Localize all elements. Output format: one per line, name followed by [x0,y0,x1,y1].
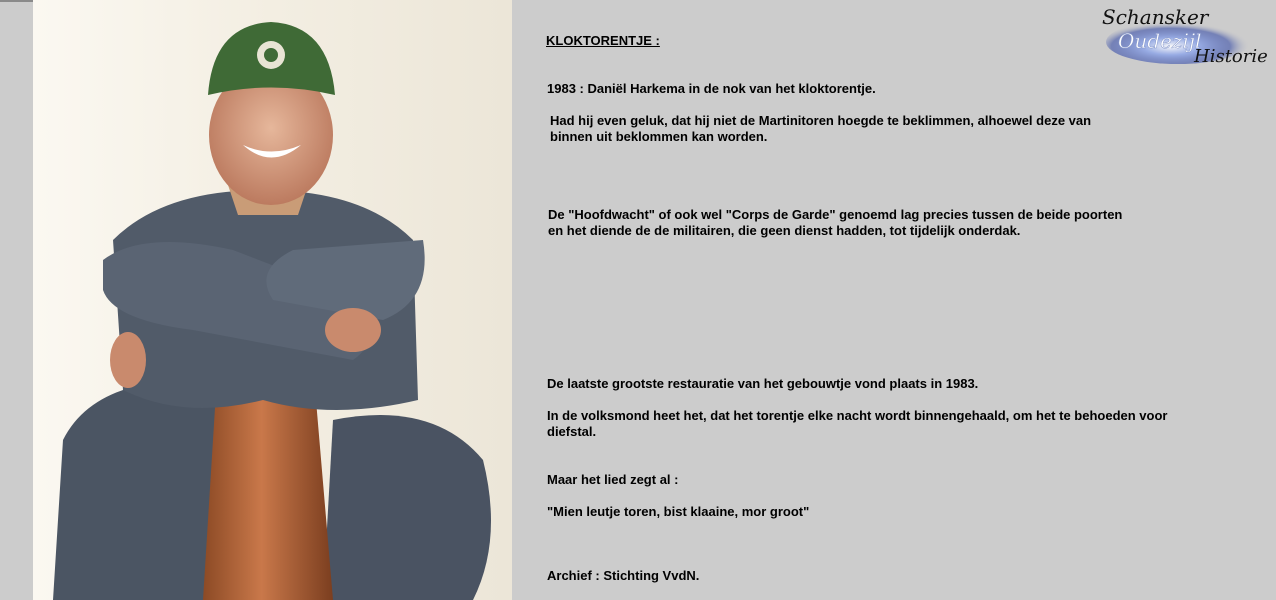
photo-illustration [33,0,512,600]
caption-1983: 1983 : Daniël Harkema in de nok van het kloktorentje. [547,81,876,96]
logo-graphic [1100,4,1272,68]
logo-line1: Schansker [1102,5,1209,29]
schansker-oudezijl-historie-logo[interactable] [1100,4,1272,68]
paragraph-volksmond-line1: In de volksmond heet het, dat het torentje elke nacht wordt binnengehaald, om het te behoeden voor [547,408,1168,423]
corner-divider [0,0,33,2]
paragraph-hoofdwacht-line2: en het diende de de militairen, die geen dienst hadden, tot tijdelijk onderdak. [548,223,1021,238]
logo-line2: Oudezijl [1118,29,1202,53]
photo-worker-on-tower [33,0,512,600]
paragraph-martinitoren-line1: Had hij even geluk, dat hij niet de Martinitoren hoegde te beklimmen, alhoewel deze van [550,113,1092,128]
paragraph-hoofdwacht-line1: De "Hoofdwacht" of ook wel "Corps de Garde" genoemd lag precies tussen de beide poorten [548,207,1123,222]
logo-line3: Historie [1194,46,1268,67]
paragraph-lied-quote: "Mien leutje toren, bist klaaine, mor groot" [547,504,810,519]
paragraph-volksmond-line2: diefstal. [547,424,597,439]
paragraph-restauratie: De laatste grootste restauratie van het gebouwtje vond plaats in 1983. [547,376,979,391]
paragraph-lied-intro: Maar het lied zegt al : [547,472,679,487]
paragraph-martinitoren-line2: binnen uit beklommen kan worden. [550,129,768,144]
page-heading: KLOKTORENTJE : [546,33,660,48]
archive-credit: Archief : Stichting VvdN. [547,568,700,583]
